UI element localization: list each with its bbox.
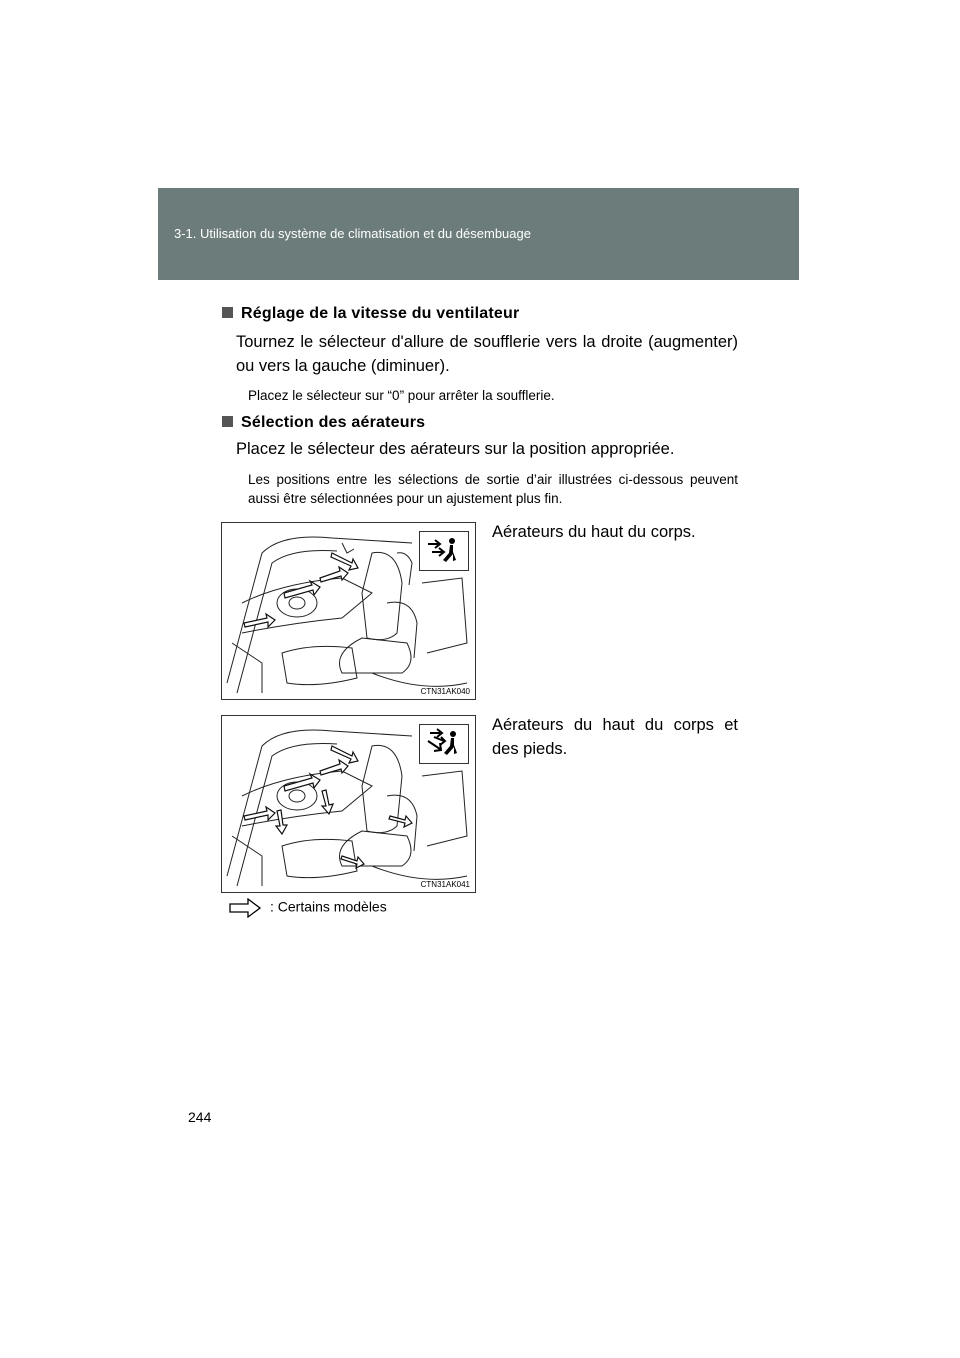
section-fan-title [222, 305, 519, 323]
figure-bi-level-vents [221, 715, 476, 893]
figure-bi-level-vents-caption: Aérateurs du haut du corps et des pieds. [492, 716, 738, 758]
legend-text: : Certains modèles [270, 898, 387, 915]
figure-code: CTN31AK040 [420, 687, 470, 696]
section-fan-title-text: Réglage de la vitesse du ventilateur [241, 305, 520, 322]
section-vents-title [222, 414, 425, 432]
figure-face-vents-caption: Aérateurs du haut du corps. [492, 523, 696, 541]
chapter-header [158, 188, 799, 280]
bi-level-vent-icon [419, 724, 469, 764]
section-vents-note: Les positions entre les sélections de sortie d’air illustrées ci-dessous peuvent aussi être sélectionnées pour un ajustement plus fin. [248, 472, 738, 506]
outline-arrow-icon [228, 898, 262, 918]
figure-face-vents [221, 522, 476, 700]
chapter-title: 3-1. Utilisation du système de climatisation et du désembuage [174, 226, 531, 241]
page-number: 244 [188, 1109, 212, 1125]
square-bullet-icon [222, 307, 233, 318]
section-fan-body: Tournez le sélecteur d'allure de soufflerie vers la droite (augmenter) ou vers la gauche (diminuer). [236, 333, 738, 375]
legend-certain-models [228, 898, 387, 918]
section-vents-body: Placez le sélecteur des aérateurs sur la position appropriée. [236, 440, 675, 458]
square-bullet-icon [222, 416, 233, 427]
figure-code: CTN31AK041 [420, 880, 470, 889]
face-vent-icon [419, 531, 469, 571]
section-fan-note: Placez le sélecteur sur “0” pour arrêter la soufflerie. [248, 388, 555, 403]
section-vents-title-text: Sélection des aérateurs [241, 414, 426, 431]
